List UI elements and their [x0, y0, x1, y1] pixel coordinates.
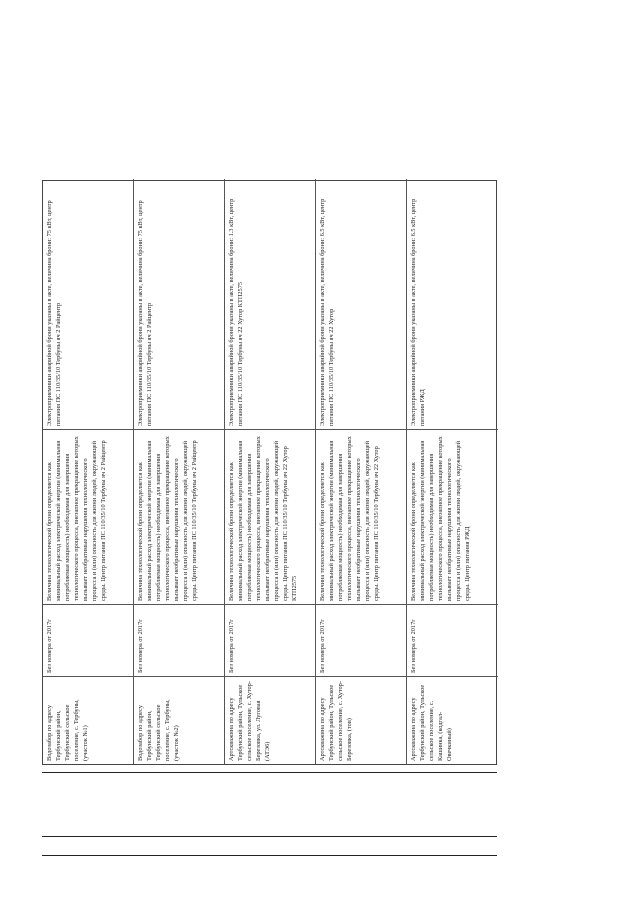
object-cell: Водозабор по адресу Тербунский район, Тербунский сельское поселение, с. Тербуны, (участок №2)	[134, 676, 225, 764]
date-cell: Без номера от 2017г	[225, 604, 316, 676]
reserve-table	[42, 180, 497, 765]
object-cell: Артскважина по адресу Тербунский район, Тульское сельское поселение, с. Хутор-Березовка, (тов)	[316, 676, 407, 764]
object-cell: Водозабор по адресу Тербунский район, Тербунский сельское поселение, с. Тербуны, (участок №1)	[43, 676, 134, 764]
date-cell: Без номера от 2017г	[43, 604, 134, 676]
divider-line	[42, 836, 497, 837]
description-cell: Величина технологической брони определяется как минимальный расход электрической энергии (минимальная потребляемая мощность) необходимая для завершения технологического процесса, внезапное прекращение которых вызывает необратимые нарушения технологического процесса и (или) опасность для жизни людей, окружающей среды. Центр питания ПС 110/35/10 Тербуны яч 2 Райцентр	[43, 429, 134, 604]
description-cell: Величина технологической брони определяется как минимальный расход электрической энергии (минимальная потребляемая мощность) необходимая для завершения технологического процесса, внезапное прекращение которых вызывает необратимые нарушения технологического процесса и (или) опасность для жизни людей, окружающей среды. Центр питания ПС 110/35/10 Тербуны яч 22 Хутор КТП2575	[225, 429, 316, 604]
reserve-cell: Электроприемники аварийной брони указаны в акте, величина брони: 75 кВт, центр питания ПС 110/35/10 Тербуны яч 2 Райцентр	[134, 179, 225, 429]
reserve-cell: Электроприемники аварийной брони указаны в акте, величина брони: 75 кВт, центр питания ПС 110/35/10 Тербуны яч 2 Райцентр	[43, 179, 134, 429]
object-cell: Артскважина по адресу Тербунский район, Тульское сельское поселение, с. Кашинка, (кодгал-Овечкиный)	[407, 676, 498, 764]
reserve-cell: Электроприемники аварийной брони указаны в акте, величина брони: 6.5 кВт, центр питания РЖД	[410, 198, 426, 426]
date-cell: Без номера от 2017г	[316, 604, 407, 676]
rotated-table-frame	[42, 180, 497, 765]
date-cell: Без номера от 2017г	[134, 604, 225, 676]
object-cell: Артскважина по адресу Тербунский район, Тульское сельское поселение, с. Хутор-Березовка, ул. Луговая (АТЭ6)	[225, 676, 316, 764]
date-cell: Без номера от 2017г	[407, 604, 498, 676]
divider-line	[42, 772, 497, 773]
description-cell: Величина технологической брони определяется как минимальный расход электрической энергии (минимальная потребляемая мощность) необходимая для завершения технологического процесса, внезапное прекращение которых вызывает необратимые нарушения технологического процесса и (или) опасность для жизни людей, окружающей среды. Центр питания РЖД	[407, 429, 498, 604]
divider-line	[42, 855, 497, 856]
reserve-cell: Электроприемники аварийной брони указаны в акте, величина брони: 6.5 кВт, центр питания ПС 110/35/10 Тербуны яч 22 Хутор	[316, 179, 407, 429]
description-cell: Величина технологической брони определяется как минимальный расход электрической энергии (минимальная потребляемая мощность) необходимая для завершения технологического процесса, внезапное прекращение которых вызывает необратимые нарушения технологического процесса и (или) опасность для жизни людей, окружающей среды. Центр питания ПС 110/35/10 Тербуны яч 22 Хутор	[316, 429, 407, 604]
reserve-cell: Электроприемники аварийной брони указаны в акте, величина брони: 1.3 кВт, центр питания ПС 110/35/10 Тербуны яч 22 Хутор КТП2575	[225, 179, 316, 429]
description-cell: Величина технологической брони определяется как минимальный расход электрической энергии (минимальная потребляемая мощность) необходимая для завершения технологического процесса, внезапное прекращение которых вызывает необратимые нарушения технологического процесса и (или) опасность для жизни людей, окружающей среды. Центр питания ПС 110/35/10 Тербуны яч 2 Райцентр	[134, 429, 225, 604]
